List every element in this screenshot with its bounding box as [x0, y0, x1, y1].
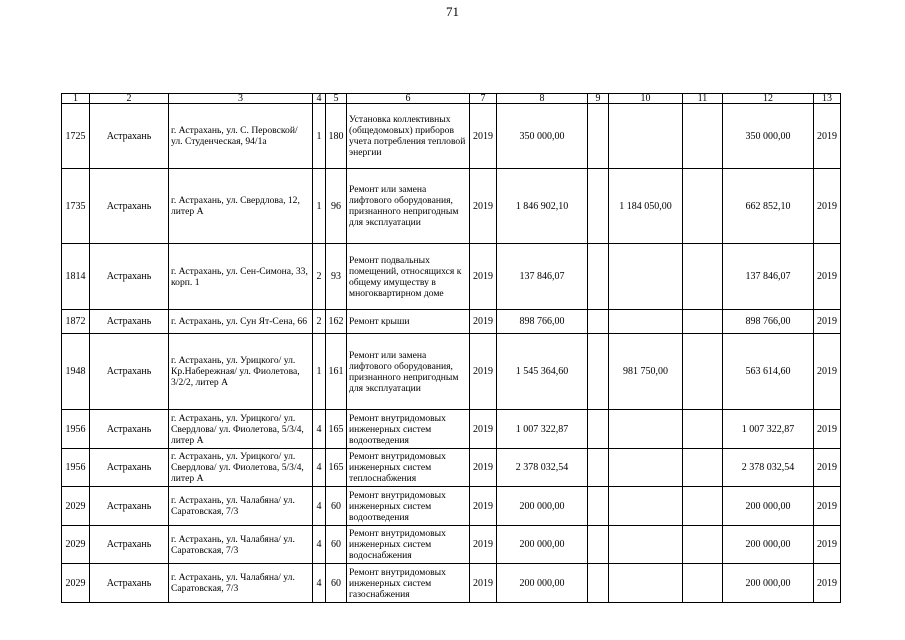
cell-address: г. Астрахань, ул. Урицкого/ ул. Свердлова/ ул. Фиолетова, 5/3/4, литер А	[169, 410, 313, 449]
cell-col-11	[683, 526, 723, 564]
cell-col-11	[683, 487, 723, 526]
cell-year: 2019	[470, 487, 497, 526]
column-number: 8	[497, 94, 588, 104]
cell-col-9	[588, 310, 609, 334]
cell-municipality: Астрахань	[90, 526, 169, 564]
cell-total-cost: 2 378 032,54	[497, 449, 588, 487]
cell-year: 2019	[470, 564, 497, 603]
cell-col-10: 981 750,00	[609, 334, 683, 410]
cell-col-12: 200 000,00	[723, 564, 814, 603]
cell-col-12: 563 614,60	[723, 334, 814, 410]
cell-col-11	[683, 410, 723, 449]
cell-col-13: 2019	[814, 487, 841, 526]
column-number: 1	[62, 94, 90, 104]
cell-address: г. Астрахань, ул. Чалабяна/ ул. Саратовская, 7/3	[169, 526, 313, 564]
cell-work-type: Ремонт или замена лифтового оборудования, признанного непригодным для эксплуатации	[347, 169, 470, 244]
cell-col-10	[609, 410, 683, 449]
cell-col-10	[609, 244, 683, 310]
column-number: 7	[470, 94, 497, 104]
cell-total-cost: 1 007 322,87	[497, 410, 588, 449]
table-row	[62, 169, 841, 244]
cell-work-type: Ремонт внутридомовых инженерных систем водоснабжения	[347, 526, 470, 564]
cell-category: 1	[313, 334, 326, 410]
column-number: 13	[814, 94, 841, 104]
cell-item-number: 1948	[62, 334, 90, 410]
cell-apartments: 161	[326, 334, 347, 410]
cell-total-cost: 1 846 902,10	[497, 169, 588, 244]
column-number: 9	[588, 94, 609, 104]
cell-year: 2019	[470, 410, 497, 449]
cell-col-9	[588, 104, 609, 169]
cell-municipality: Астрахань	[90, 169, 169, 244]
column-number: 2	[90, 94, 169, 104]
column-number: 11	[683, 94, 723, 104]
cell-col-13: 2019	[814, 244, 841, 310]
cell-address: г. Астрахань, ул. Сен-Симона, 33, корп. 1	[169, 244, 313, 310]
cell-col-12: 200 000,00	[723, 526, 814, 564]
cell-apartments: 60	[326, 564, 347, 603]
cell-apartments: 165	[326, 449, 347, 487]
cell-address: г. Астрахань, ул. Свердлова, 12, литер А	[169, 169, 313, 244]
cell-col-12: 662 852,10	[723, 169, 814, 244]
cell-total-cost: 200 000,00	[497, 564, 588, 603]
cell-municipality: Астрахань	[90, 334, 169, 410]
cell-category: 1	[313, 169, 326, 244]
cell-total-cost: 137 846,07	[497, 244, 588, 310]
table-row	[62, 244, 841, 310]
cell-total-cost: 200 000,00	[497, 526, 588, 564]
cell-municipality: Астрахань	[90, 564, 169, 603]
cell-category: 4	[313, 410, 326, 449]
cell-total-cost: 350 000,00	[497, 104, 588, 169]
cell-item-number: 1814	[62, 244, 90, 310]
cell-year: 2019	[470, 334, 497, 410]
cell-year: 2019	[470, 310, 497, 334]
cell-col-9	[588, 410, 609, 449]
cell-col-12: 1 007 322,87	[723, 410, 814, 449]
cell-col-9	[588, 449, 609, 487]
cell-col-12: 350 000,00	[723, 104, 814, 169]
cell-col-10	[609, 487, 683, 526]
cell-col-10	[609, 449, 683, 487]
cell-work-type: Ремонт внутридомовых инженерных систем газоснабжения	[347, 564, 470, 603]
cell-item-number: 1725	[62, 104, 90, 169]
table-row	[62, 564, 841, 603]
repair-program-table	[61, 93, 841, 603]
column-number: 12	[723, 94, 814, 104]
cell-col-9	[588, 526, 609, 564]
cell-item-number: 2029	[62, 526, 90, 564]
column-number: 5	[326, 94, 347, 104]
cell-col-11	[683, 334, 723, 410]
cell-work-type: Установка коллективных (общедомовых) приборов учета потребления тепловой энергии	[347, 104, 470, 169]
cell-work-type: Ремонт крыши	[347, 310, 470, 334]
cell-apartments: 180	[326, 104, 347, 169]
column-number: 3	[169, 94, 313, 104]
cell-col-10	[609, 104, 683, 169]
cell-item-number: 1735	[62, 169, 90, 244]
cell-col-13: 2019	[814, 449, 841, 487]
cell-col-10	[609, 310, 683, 334]
cell-col-13: 2019	[814, 526, 841, 564]
cell-address: г. Астрахань, ул. Урицкого/ ул. Свердлова/ ул. Фиолетова, 5/3/4, литер А	[169, 449, 313, 487]
cell-year: 2019	[470, 526, 497, 564]
cell-address: г. Астрахань, ул. Чалабяна/ ул. Саратовская, 7/3	[169, 564, 313, 603]
cell-apartments: 162	[326, 310, 347, 334]
cell-address: г. Астрахань, ул. Сун Ят-Сена, 66	[169, 310, 313, 334]
cell-category: 1	[313, 104, 326, 169]
cell-col-9	[588, 244, 609, 310]
cell-col-13: 2019	[814, 410, 841, 449]
cell-apartments: 96	[326, 169, 347, 244]
cell-work-type: Ремонт внутридомовых инженерных систем водоотведения	[347, 410, 470, 449]
cell-col-12: 2 378 032,54	[723, 449, 814, 487]
page-number: 71	[446, 4, 459, 19]
cell-col-13: 2019	[814, 310, 841, 334]
cell-col-10: 1 184 050,00	[609, 169, 683, 244]
table-row	[62, 449, 841, 487]
cell-municipality: Астрахань	[90, 449, 169, 487]
table-row	[62, 310, 841, 334]
column-number: 6	[347, 94, 470, 104]
cell-address: г. Астрахань, ул. С. Перовской/ ул. Студенческая, 94/1а	[169, 104, 313, 169]
cell-col-11	[683, 310, 723, 334]
cell-col-13: 2019	[814, 334, 841, 410]
cell-work-type: Ремонт или замена лифтового оборудования, признанного непригодным для эксплуатации	[347, 334, 470, 410]
cell-category: 2	[313, 244, 326, 310]
cell-col-9	[588, 487, 609, 526]
cell-year: 2019	[470, 244, 497, 310]
cell-apartments: 60	[326, 487, 347, 526]
cell-col-11	[683, 104, 723, 169]
table-row	[62, 334, 841, 410]
cell-col-13: 2019	[814, 104, 841, 169]
cell-address: г. Астрахань, ул. Урицкого/ ул. Кр.Набережная/ ул. Фиолетова, 3/2/2, литер А	[169, 334, 313, 410]
cell-apartments: 165	[326, 410, 347, 449]
cell-total-cost: 200 000,00	[497, 487, 588, 526]
cell-col-11	[683, 244, 723, 310]
column-number: 4	[313, 94, 326, 104]
cell-item-number: 1956	[62, 449, 90, 487]
table-row	[62, 526, 841, 564]
cell-address: г. Астрахань, ул. Чалабяна/ ул. Саратовская, 7/3	[169, 487, 313, 526]
cell-col-12: 898 766,00	[723, 310, 814, 334]
cell-col-13: 2019	[814, 564, 841, 603]
cell-category: 4	[313, 526, 326, 564]
cell-col-9	[588, 334, 609, 410]
cell-col-10	[609, 526, 683, 564]
cell-work-type: Ремонт внутридомовых инженерных систем водоотведения	[347, 487, 470, 526]
cell-year: 2019	[470, 449, 497, 487]
table-row	[62, 487, 841, 526]
cell-municipality: Астрахань	[90, 410, 169, 449]
cell-municipality: Астрахань	[90, 310, 169, 334]
cell-col-11	[683, 449, 723, 487]
table-row	[62, 410, 841, 449]
cell-total-cost: 1 545 364,60	[497, 334, 588, 410]
cell-municipality: Астрахань	[90, 104, 169, 169]
cell-category: 4	[313, 449, 326, 487]
cell-apartments: 93	[326, 244, 347, 310]
cell-category: 4	[313, 564, 326, 603]
cell-year: 2019	[470, 169, 497, 244]
cell-work-type: Ремонт подвальных помещений, относящихся к общему имуществу в многоквартирном доме	[347, 244, 470, 310]
cell-item-number: 1956	[62, 410, 90, 449]
cell-col-12: 200 000,00	[723, 487, 814, 526]
column-number-row	[62, 94, 841, 104]
cell-municipality: Астрахань	[90, 244, 169, 310]
cell-col-12: 137 846,07	[723, 244, 814, 310]
table-row	[62, 104, 841, 169]
cell-year: 2019	[470, 104, 497, 169]
cell-item-number: 1872	[62, 310, 90, 334]
cell-col-11	[683, 169, 723, 244]
cell-total-cost: 898 766,00	[497, 310, 588, 334]
cell-item-number: 2029	[62, 564, 90, 603]
column-number: 10	[609, 94, 683, 104]
cell-work-type: Ремонт внутридомовых инженерных систем теплоснабжения	[347, 449, 470, 487]
cell-municipality: Астрахань	[90, 487, 169, 526]
cell-col-11	[683, 564, 723, 603]
cell-category: 4	[313, 487, 326, 526]
cell-col-9	[588, 169, 609, 244]
cell-col-10	[609, 564, 683, 603]
cell-item-number: 2029	[62, 487, 90, 526]
cell-category: 2	[313, 310, 326, 334]
cell-col-13: 2019	[814, 169, 841, 244]
cell-col-9	[588, 564, 609, 603]
cell-apartments: 60	[326, 526, 347, 564]
